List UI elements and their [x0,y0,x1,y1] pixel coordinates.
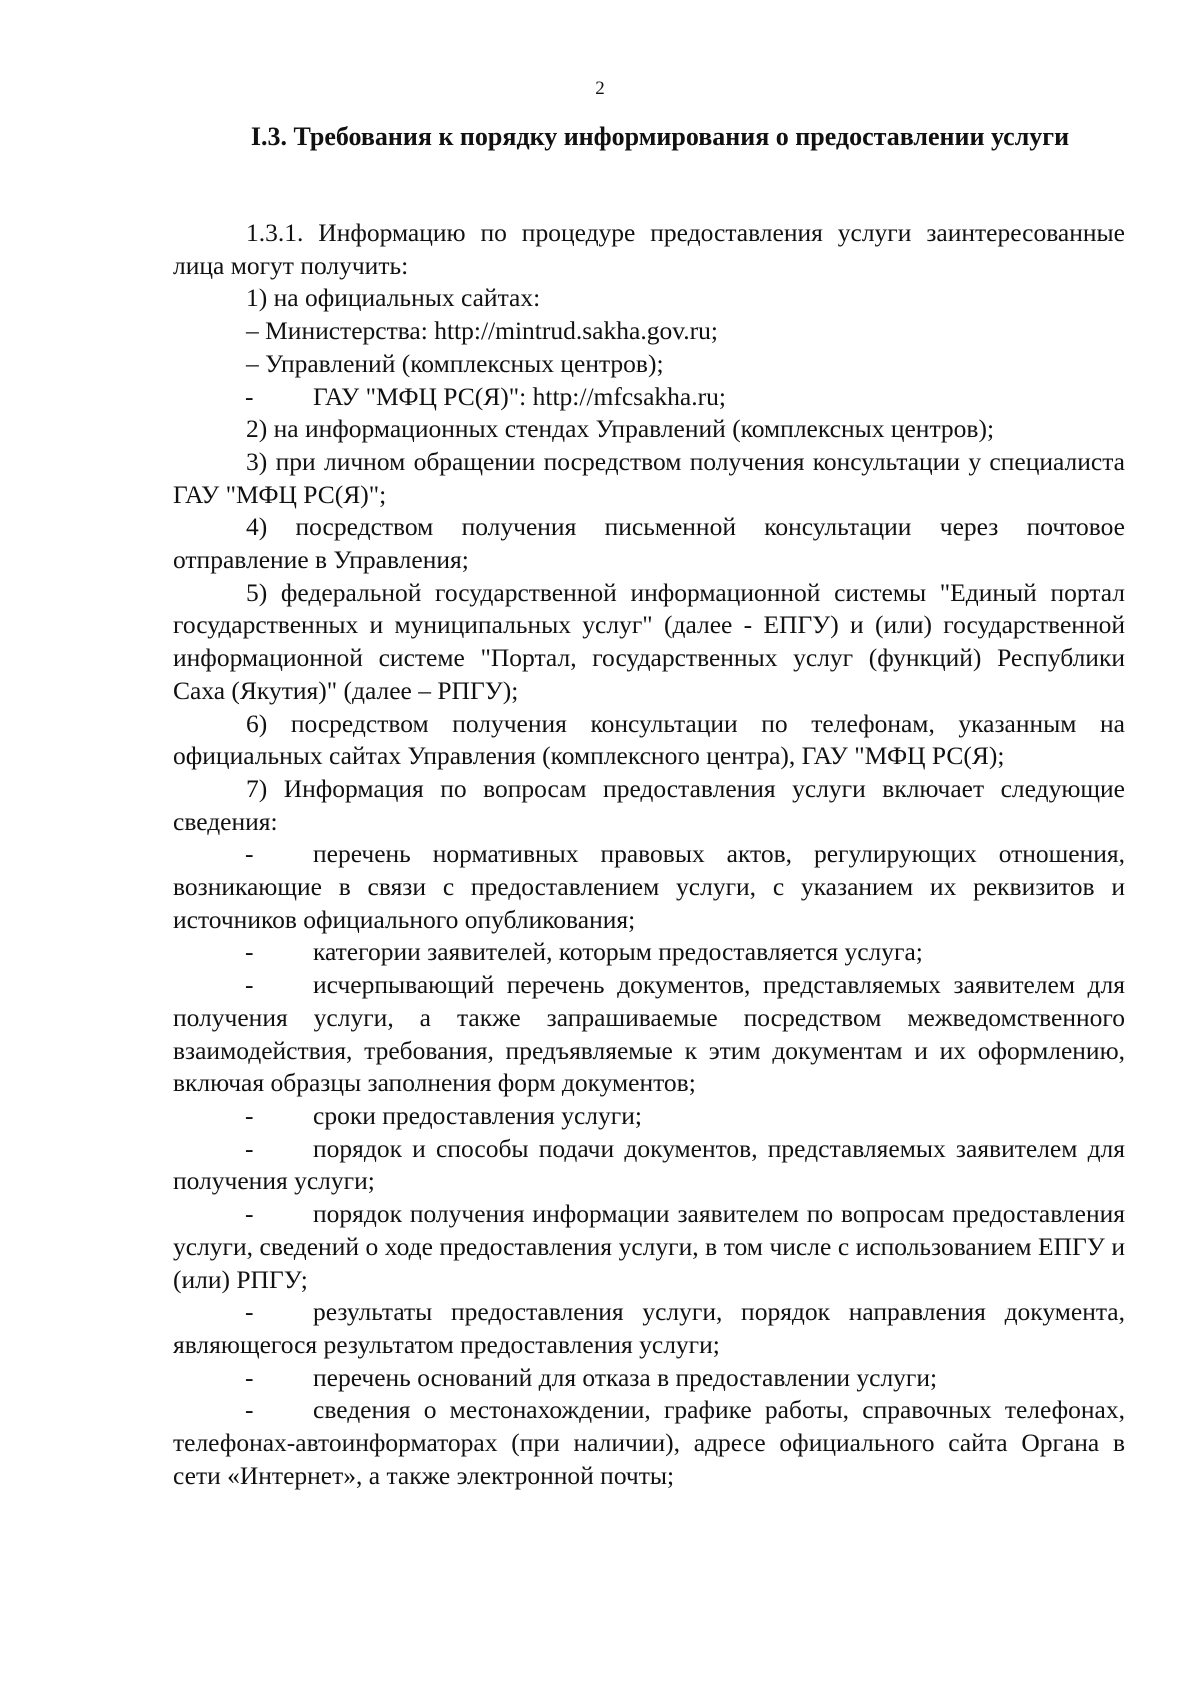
list-item [173,1198,1125,1296]
list-marker: - [245,1362,254,1392]
list-marker: - [245,1395,254,1425]
list-item-text: перечень нормативных правовых актов, регулирующих отношения, возникающие в связи с предоставлением услуги, с указанием их реквизитов и источников официального опубликования; [173,839,1125,934]
list-item [173,1100,1125,1133]
list-marker: - [245,381,254,411]
list-item [173,969,1125,1100]
list-marker: - [245,1199,254,1229]
list-item-departments: – Управлений (комплексных центров); [246,348,664,378]
list-marker: - [245,937,254,967]
list-marker: - [245,839,254,869]
paragraph-info-contents: 7) Информация по вопросам предоставления услуги включает следующие сведения: [173,773,1125,836]
list-marker: - [245,1133,254,1163]
paragraph-info-stands: 2) на информационных стендах Управлений (комплексных центров); [246,414,995,444]
list-item-text: ГАУ "МФЦ РС(Я)": http://mfcsakha.ru; [313,381,726,411]
list-item-text: сроки предоставления услуги; [313,1100,642,1130]
list-item-mfc-site [173,381,1125,414]
paragraph-personal-visit: 3) при личном обращении посредством получения консультации у специалиста ГАУ "МФЦ РС(Я)"; [173,446,1125,509]
list-item-text: сведения о местонахождении, графике работы, справочных телефонах, телефонах-автоинформаторах (при наличии), адресе официального сайта Органа в сети «Интернет», а также электронной почты; [173,1395,1125,1490]
paragraph-1-3-1: 1.3.1. Информацию по процедуре предоставления услуги заинтересованные лица могут получить: [173,218,1125,280]
list-marker: - [245,1297,254,1327]
document-body [173,217,1125,1492]
list-item [173,1133,1125,1198]
list-item [173,1296,1125,1361]
list-marker: - [245,1100,254,1130]
list-item-text: категории заявителей, которым предоставляется услуга; [313,937,923,967]
list-item [173,936,1125,969]
paragraph-portals: 5) федеральной государственной информационной системы "Единый портал государственных и муниципальных услуг" (далее - ЕПГУ) и (или) государственной информационной системе "Портал, государственных услуг (функций) Республики Саха (Якутия)" (далее – РПГУ); [173,577,1125,705]
info-items-list [173,838,1125,1492]
list-item-text: порядок и способы подачи документов, представляемых заявителем для получения услуги; [173,1133,1125,1196]
list-item-text: перечень оснований для отказа в предоставлении услуги; [313,1362,938,1392]
page-number: 2 [595,78,605,99]
section-title: I.3. Требования к порядку информирования о предоставлении услуги [250,122,1070,151]
list-marker: - [245,970,254,1000]
list-item [173,838,1125,936]
paragraph-written-consultation: 4) посредством получения письменной консультации через почтовое отправление в Управления; [173,512,1125,575]
list-item [173,1362,1125,1395]
list-item-text: порядок получения информации заявителем по вопросам предоставления услуги, сведений о ходе предоставления услуги, в том числе с использованием ЕПГУ и (или) РПГУ; [173,1199,1125,1294]
list-item [173,1394,1125,1492]
paragraph-websites: 1) на официальных сайтах: [246,283,541,313]
list-item-text: исчерпывающий перечень документов, представляемых заявителем для получения услуги, а также запрашиваемые посредством межведомственного взаимодействия, требования, предъявляемые к этим документам и их оформлению, включая образцы заполнения форм документов; [173,970,1125,1098]
list-item-ministry-site: – Министерства: http://mintrud.sakha.gov.ru; [246,316,718,346]
list-item-text: результаты предоставления услуги, порядок направления документа, являющегося результатом предоставления услуги; [173,1297,1125,1359]
paragraph-phone-consultation: 6) посредством получения консультации по телефонам, указанным на официальных сайтах Управления (комплексного центра), ГАУ "МФЦ РС(Я); [173,708,1125,771]
